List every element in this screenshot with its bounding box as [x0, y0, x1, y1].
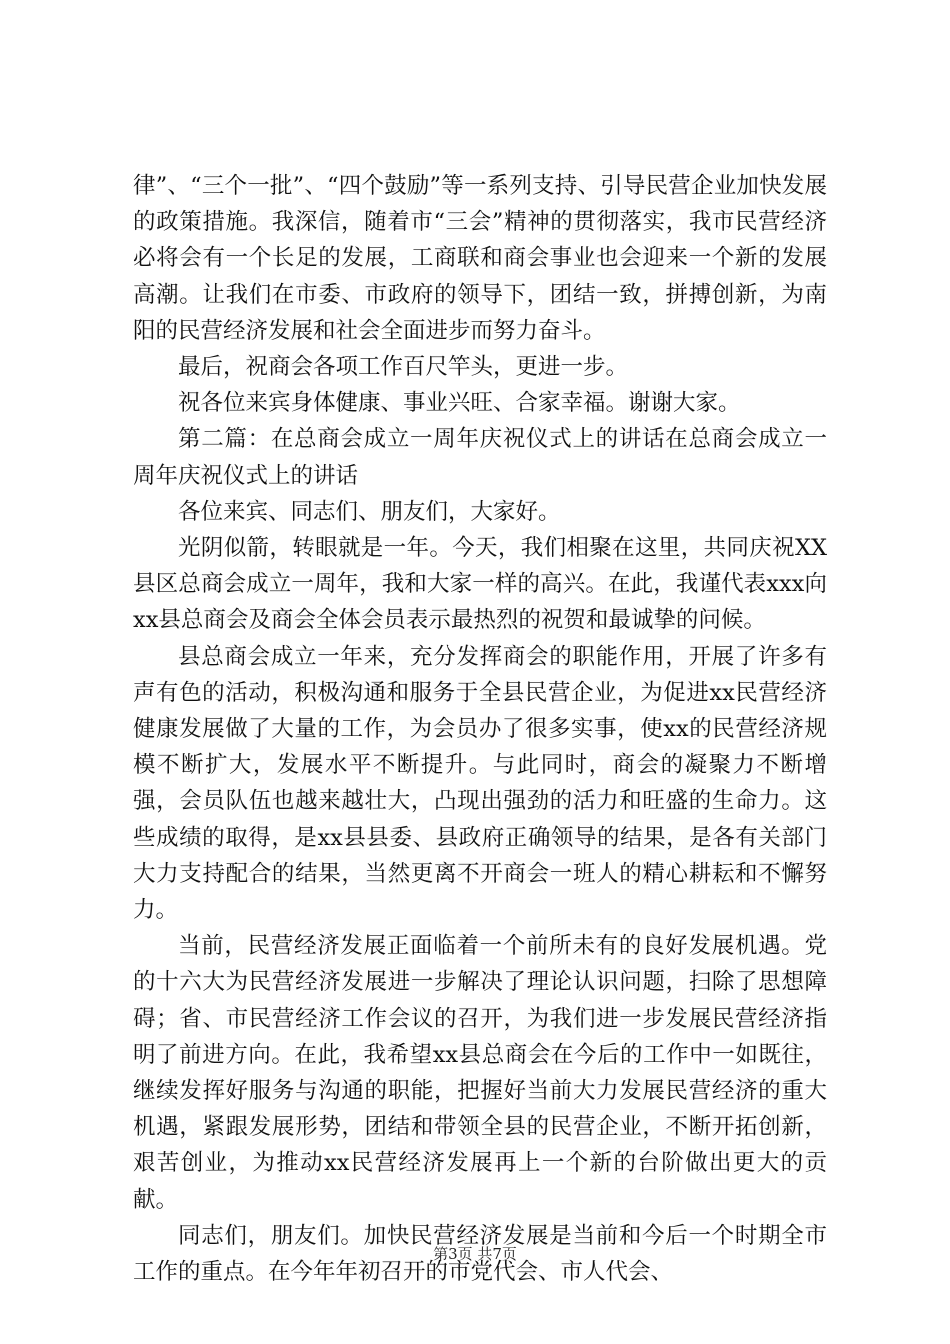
section-heading: 第二篇：在总商会成立一周年庆祝仪式上的讲话在总商会成立一周年庆祝仪式上的讲话: [133, 426, 827, 489]
paragraph-greeting: 各位来宾、同志们、朋友们，大家好。: [178, 498, 561, 525]
paragraph-6: 光阴似箭，转眼就是一年。今天，我们相聚在这里，共同庆祝XX县区总商会成立一周年，我和大家一样的高兴。在此，我谨代表xxx向xx县总商会及商会全体会员表示最热烈的祝贺和最诚挚的问候。: [133, 535, 827, 634]
paragraph-9: 同志们，朋友们。加快民营经济发展是当前和今后一个时期全市工作的重点。在今年年初召开的市党代会、市人代会、: [133, 1222, 827, 1286]
paragraph-7: 县总商会成立一年来，充分发挥商会的职能作用，开展了许多有声有色的活动，积极沟通和服务于全县民营企业，为促进xx民营经济健康发展做了大量的工作，为会员办了很多实事，使xx的民营经济规模不断扩大，发展水平不断提升。与此同时，商会的凝聚力不断增强，会员队伍也越来越壮大，凸现出强劲的活力和旺盛的生命力。这些成绩的取得，是xx县县委、县政府正确领导的结果，是各有关部门大力支持配合的结果，当然更离不开商会一班人的精心耕耘和不懈努力。: [133, 643, 827, 924]
paragraph-3: 祝各位来宾身体健康、事业兴旺、合家幸福。谢谢大家。: [178, 390, 741, 417]
paragraph-1: 律”、“三个一批”、“四个鼓励”等一系列支持、引导民营企业加快发展的政策措施。我深信，随着市“三会”精神的贯彻落实，我市民营经济必将会有一个长足的发展，工商联和商会事业也会迎来一个新的发展高潮。让我们在市委、市政府的领导下，团结一致，拼搏创新，为南阳的民营经济发展和社会全面进步而努力奋斗。: [133, 173, 827, 344]
document-body: [133, 168, 827, 1290]
paragraph-8: 当前，民营经济发展正面临着一个前所未有的良好发展机遇。党的十六大为民营经济发展进一步解决了理论认识问题，扫除了思想障碍；省、市民营经济工作会议的召开，为我们进一步发展民营经济指明了前进方向。在此，我希望xx县总商会在今后的工作中一如既往，继续发挥好服务与沟通的职能，把握好当前大力发展民营经济的重大机遇，紧跟发展形势，团结和带领全县的民营企业，不断开拓创新，艰苦创业，为推动xx民营经济发展再上一个新的台阶做出更大的贡献。: [133, 933, 827, 1213]
page-number-footer: 第3页 共7页: [433, 1245, 517, 1263]
paragraph-2: 最后，祝商会各项工作百尺竿头，更进一步。: [178, 354, 629, 381]
